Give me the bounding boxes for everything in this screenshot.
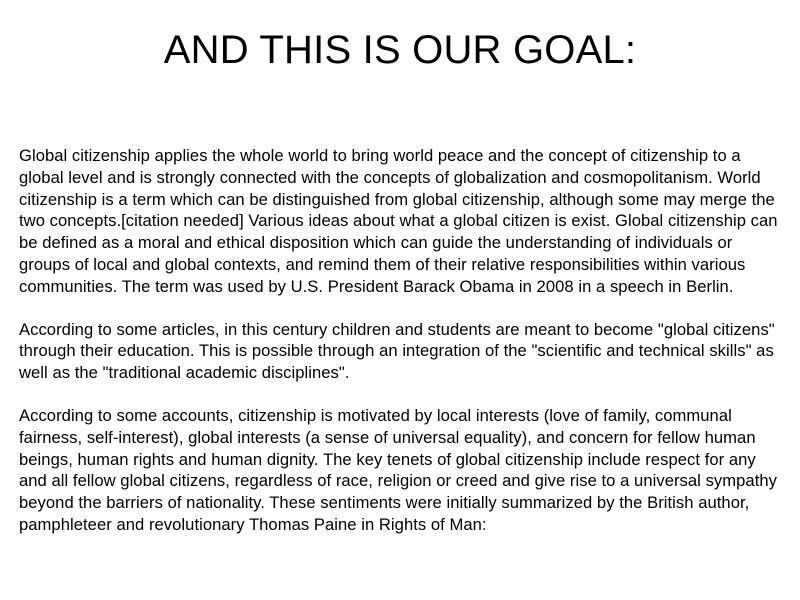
slide-title: AND THIS IS OUR GOAL:: [163, 28, 637, 72]
paragraph-global-citizenship: Global citizenship applies the whole world to bring world peace and the concept of citizenship to a global level and is strongly connected with the concepts of globalization and cosmopolitanism. World citizenship is a term which can be distinguished from global citizenship, although some may merge the two concepts.[citation needed] Various ideas about what a global citizen is exist. Global citizenship can be defined as a moral and ethical disposition which can guide the understanding of individuals or groups of local and global contexts, and remind them of their relative responsibilities within various communities. The term was used by U.S. President Barack Obama in 2008 in a speech in Berlin.: [19, 146, 778, 296]
paragraph-education: According to some articles, in this century children and students are meant to become "global citizens" through their education. This is possible through an integration of the "scientific and technical skills" as well as the "traditional academic disciplines".: [19, 319, 775, 383]
paragraph-motivations: According to some accounts, citizenship is motivated by local interests (love of family, communal fairness, self-interest), global interests (a sense of universal equality), and concern for fellow human beings, human rights and human dignity. The key tenets of global citizenship include respect for any and all fellow global citizens, regardless of race, religion or creed and give rise to a universal sympathy beyond the barriers of nationality. These sentiments were initially summarized by the British author, pamphleteer and revolutionary Thomas Paine in Rights of Man:: [19, 405, 777, 534]
slide-body: [19, 145, 783, 557]
